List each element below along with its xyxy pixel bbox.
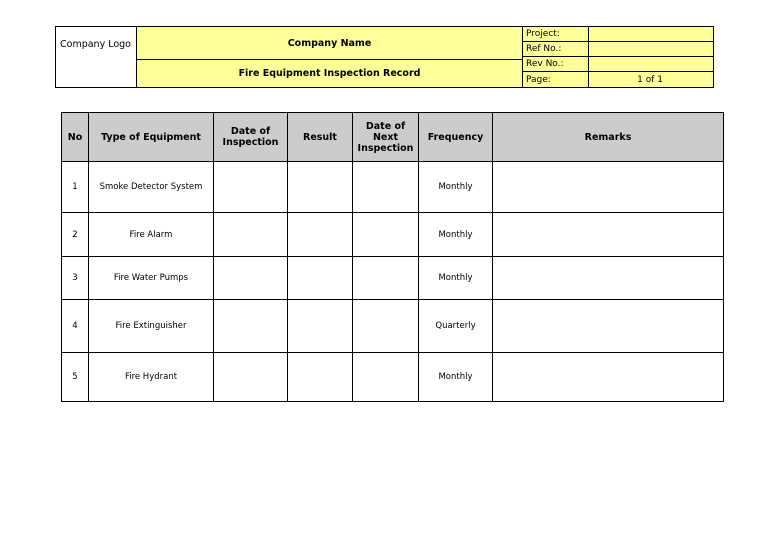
record-header	[55, 26, 714, 88]
col-header-date-of-inspection: Date of Inspection	[214, 113, 288, 162]
inspection-table	[61, 112, 724, 402]
frequency-cell: Monthly	[419, 162, 493, 213]
result-cell[interactable]	[288, 162, 353, 213]
result-cell[interactable]	[288, 353, 353, 402]
remarks-cell[interactable]	[493, 300, 724, 353]
next-inspection-cell[interactable]	[353, 257, 419, 300]
table-row	[62, 213, 724, 257]
row-no: 4	[62, 300, 89, 353]
remarks-cell[interactable]	[493, 162, 724, 213]
equipment-type: Fire Alarm	[89, 213, 214, 257]
col-header-no: No	[62, 113, 89, 162]
table-header-row	[62, 113, 724, 162]
page-label: Page:	[523, 72, 589, 87]
equipment-type: Fire Extinguisher	[89, 300, 214, 353]
next-inspection-cell[interactable]	[353, 213, 419, 257]
col-header-type: Type of Equipment	[89, 113, 214, 162]
table-row	[62, 300, 724, 353]
inspection-date-cell[interactable]	[214, 162, 288, 213]
rev-no-label: Rev No.:	[523, 57, 589, 72]
frequency-cell: Quarterly	[419, 300, 493, 353]
rev-no-field[interactable]	[589, 57, 713, 72]
col-header-frequency: Frequency	[419, 113, 493, 162]
result-cell[interactable]	[288, 300, 353, 353]
result-cell[interactable]	[288, 257, 353, 300]
ref-no-label: Ref No.:	[523, 42, 589, 57]
title-block	[137, 27, 523, 87]
remarks-cell[interactable]	[493, 257, 724, 300]
table-row	[62, 353, 724, 402]
next-inspection-cell[interactable]	[353, 162, 419, 213]
next-inspection-cell[interactable]	[353, 300, 419, 353]
row-no: 5	[62, 353, 89, 402]
table-row	[62, 162, 724, 213]
project-field[interactable]	[589, 27, 713, 42]
ref-no-field[interactable]	[589, 42, 713, 57]
col-header-remarks: Remarks	[493, 113, 724, 162]
company-logo: Company Logo	[56, 27, 137, 87]
document-meta	[523, 27, 713, 87]
inspection-date-cell[interactable]	[214, 213, 288, 257]
col-header-result: Result	[288, 113, 353, 162]
company-name: Company Name	[137, 27, 522, 60]
project-label: Project:	[523, 27, 589, 42]
next-inspection-cell[interactable]	[353, 353, 419, 402]
remarks-cell[interactable]	[493, 213, 724, 257]
page-value: 1 of 1	[589, 72, 713, 87]
frequency-cell: Monthly	[419, 257, 493, 300]
table-row	[62, 257, 724, 300]
inspection-date-cell[interactable]	[214, 353, 288, 402]
record-title: Fire Equipment Inspection Record	[137, 60, 522, 87]
inspection-date-cell[interactable]	[214, 300, 288, 353]
result-cell[interactable]	[288, 213, 353, 257]
row-no: 1	[62, 162, 89, 213]
inspection-date-cell[interactable]	[214, 257, 288, 300]
equipment-type: Fire Hydrant	[89, 353, 214, 402]
col-header-next-inspection: Date of Next Inspection	[353, 113, 419, 162]
frequency-cell: Monthly	[419, 353, 493, 402]
equipment-type: Smoke Detector System	[89, 162, 214, 213]
remarks-cell[interactable]	[493, 353, 724, 402]
row-no: 2	[62, 213, 89, 257]
equipment-type: Fire Water Pumps	[89, 257, 214, 300]
row-no: 3	[62, 257, 89, 300]
frequency-cell: Monthly	[419, 213, 493, 257]
